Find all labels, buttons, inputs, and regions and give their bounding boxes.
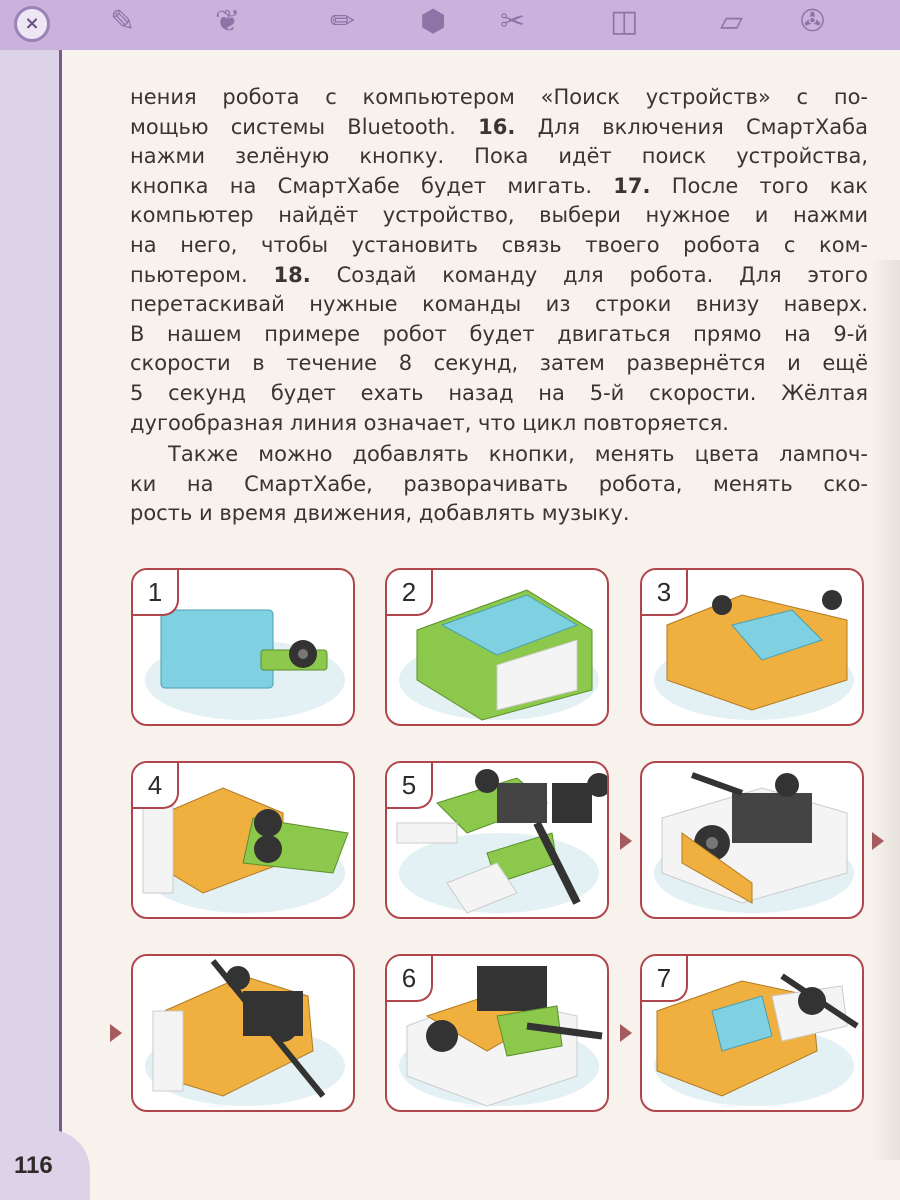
text-line: [130, 201, 868, 231]
text-fragment: Создай команду для робота. Для этого: [310, 262, 868, 287]
instructions-text: [130, 83, 868, 529]
text-line: Также можно добавлять кнопки, менять цвета лампоч-: [168, 442, 868, 467]
text-fragment: кнопка на СмартХабе будет мигать.: [130, 173, 614, 198]
text-line: ки на СмартХабе, разворачивать робота, менять ско-: [130, 471, 868, 496]
text-fragment: скорости в течение 8 секунд, затем развернётся и ещё: [130, 351, 868, 376]
screw-icon: ✇: [800, 4, 826, 39]
header-band: [0, 0, 900, 50]
continue-arrow-icon: [872, 832, 884, 850]
text-fragment: Для включения СмартХаба: [515, 114, 868, 139]
leaf-icon: ❦: [215, 4, 241, 39]
assembly-step-2: [385, 568, 609, 726]
assembly-step-5: [385, 761, 609, 919]
assembly-step-7: [131, 954, 355, 1112]
step-number: 16.: [478, 114, 516, 139]
text-line: [130, 83, 868, 113]
page-number-tab: [0, 1130, 90, 1200]
step-number: 17.: [613, 173, 651, 198]
text-line: [130, 172, 868, 202]
step-number-badge: 3: [642, 570, 688, 616]
text-fragment: перетаскивай нужные команды из строки внизу наверх.: [130, 292, 868, 317]
assembly-step-3: [640, 568, 864, 726]
close-button[interactable]: ×: [14, 6, 50, 42]
step-number-badge: 7: [642, 956, 688, 1002]
left-margin-strip: [0, 50, 62, 1200]
text-fragment: После того как: [650, 173, 868, 198]
text-fragment: нения робота с компьютером «Поиск устройств» с по-: [130, 85, 868, 109]
text-fragment: В нашем примере робот будет двигаться прямо на 9-й: [130, 321, 868, 346]
step-illustration: [642, 763, 864, 919]
screwdriver-icon: ✎: [110, 4, 136, 39]
continue-arrow-icon: [620, 1024, 632, 1042]
text-fragment: на него, чтобы установить связь твоего робота с ком-: [130, 232, 868, 257]
step-number-badge: 1: [133, 570, 179, 616]
text-fragment: нажми зелёную кнопку. Пока идёт поиск устройства,: [130, 144, 868, 169]
step-number: 18.: [273, 262, 311, 287]
page-edge-shadow: [870, 260, 900, 1160]
nut-icon: ⬢: [420, 4, 447, 39]
text-line: [130, 290, 868, 320]
text-line: рость и время движения, добавлять музыку.: [130, 501, 630, 526]
continue-arrow-icon: [620, 832, 632, 850]
ruler-icon: ▱: [720, 4, 744, 39]
step-illustration: [133, 956, 355, 1112]
step-number-badge: 6: [387, 956, 433, 1002]
text-fragment: компьютер найдёт устройство, выбери нужное и нажми: [130, 203, 868, 228]
text-line: [130, 409, 868, 439]
step-number-badge: 2: [387, 570, 433, 616]
text-line: [130, 142, 868, 172]
step-number-badge: 5: [387, 763, 433, 809]
glue-icon: ◫: [610, 4, 639, 39]
text-fragment: пьютером.: [130, 262, 274, 287]
assembly-step-9: [640, 954, 864, 1112]
paragraph-extras: [130, 440, 868, 529]
text-line: [130, 349, 868, 379]
text-line: [130, 113, 868, 143]
paragraph-steps: [130, 83, 868, 438]
continue-arrow-icon: [110, 1024, 122, 1042]
assembly-step-1: [131, 568, 355, 726]
pencil-icon: ✏: [330, 4, 356, 39]
text-fragment: мощью системы Bluetooth.: [130, 114, 479, 139]
page-number: 116: [14, 1152, 53, 1179]
text-line: [130, 231, 868, 261]
text-fragment: 5 секунд будет ехать назад на 5-й скорости. Жёлтая: [130, 380, 868, 405]
assembly-step-4: [131, 761, 355, 919]
assembly-step-6: [640, 761, 864, 919]
scissors-icon: ✂: [500, 4, 526, 39]
step-number-badge: 4: [133, 763, 179, 809]
text-line: [130, 379, 868, 409]
text-line: [130, 261, 868, 291]
assembly-step-8: [385, 954, 609, 1112]
text-line: [130, 320, 868, 350]
text-fragment: дугообразная линия означает, что цикл повторяется.: [130, 410, 729, 435]
